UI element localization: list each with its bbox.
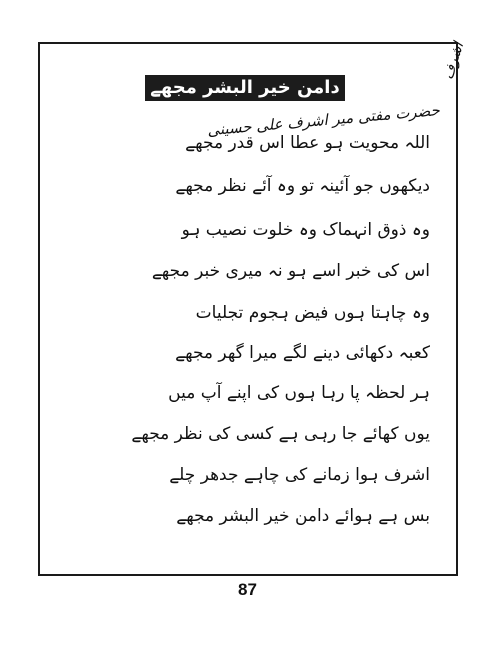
verse-line-10: بس ہے ہوائے دامن خیر البشر مجھے — [176, 506, 430, 526]
verse-line-2: دیکھوں جو آئینہ تو وہ آئے نظر مجھے — [175, 176, 430, 196]
verse-line-7: ہر لحظہ پا رہا ہوں کی اپنے آپ میں — [168, 383, 430, 403]
verse-line-3: وہ ذوق انہماک وہ خلوت نصیب ہو — [181, 220, 430, 240]
verse-line-5: وہ چاہتا ہوں فیض ہجوم تجلیات — [195, 303, 430, 323]
verse-line-4: اس کی خبر اسے ہو نہ میری خبر مجھے — [151, 261, 430, 281]
verse-line-6: کعبہ دکھائی دینے لگے میرا گھر مجھے — [175, 343, 430, 363]
poem-author: حضرت مفتی میر اشرف علی حسینی — [206, 101, 441, 140]
verse-line-9: اشرف ہوا زمانے کی چاہے جدھر چلے — [169, 465, 430, 485]
page-number: 87 — [238, 580, 257, 599]
verse-line-1: اللہ محویت ہو عطا اس قدر مجھے — [185, 133, 430, 153]
signature: اشرف — [440, 40, 468, 82]
poem-title: دامن خیر البشر مجھے — [145, 75, 345, 101]
verse-line-8: یوں کھائے جا رہی ہے کسی کی نظر مجھے — [131, 424, 430, 444]
